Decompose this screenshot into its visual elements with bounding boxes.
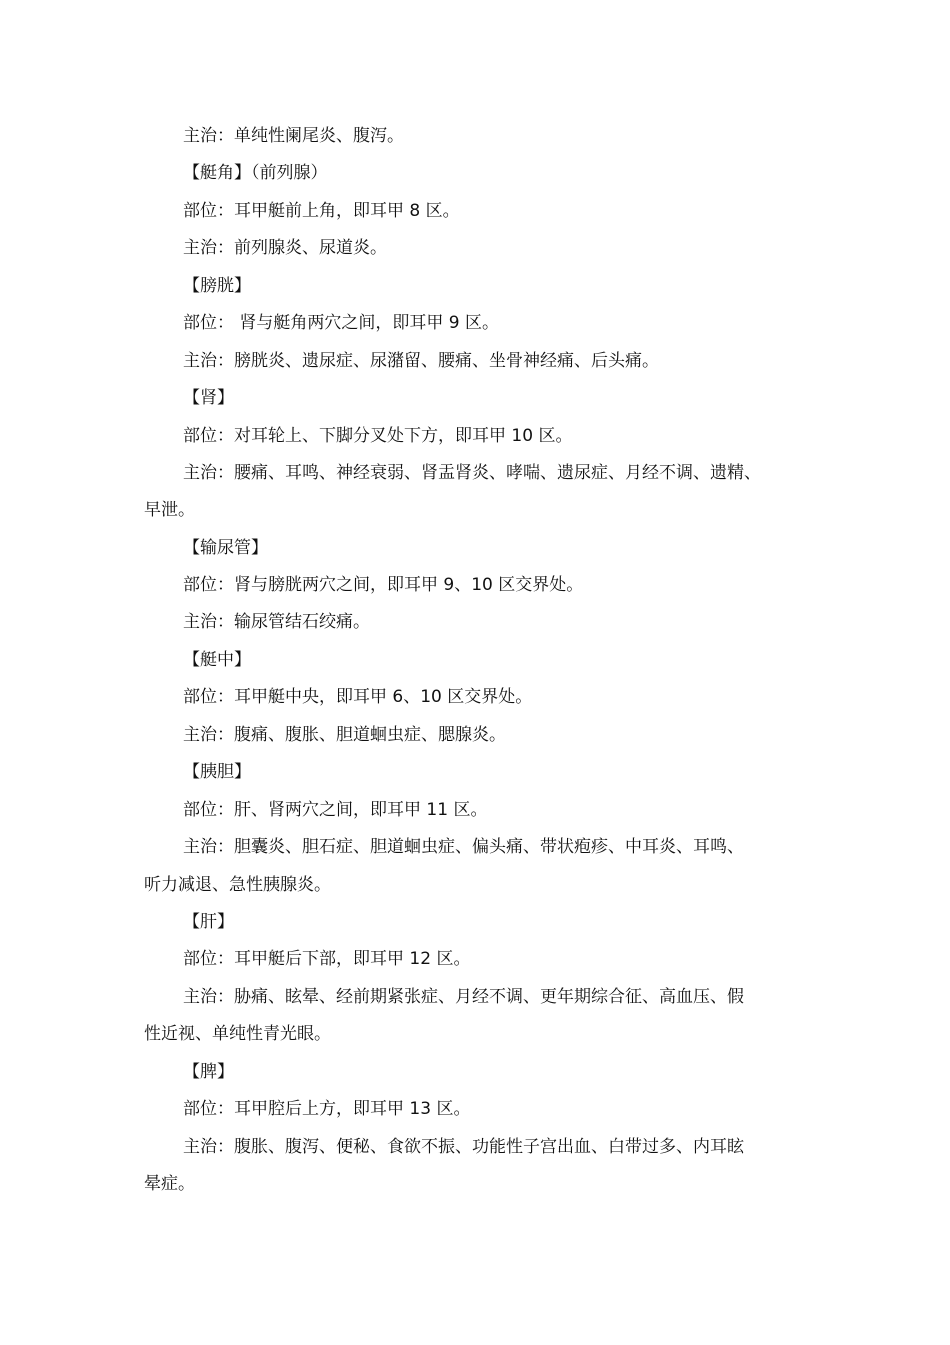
text-line: 【膀胱】 [183, 276, 251, 296]
text-line: 【脾】 [183, 1062, 234, 1082]
text-line: 主治：前列腺炎、尿道炎。 [183, 238, 387, 258]
text-line: 部位：对耳轮上、下脚分叉处下方，即耳甲 10 区。 [183, 426, 573, 446]
text-line: 主治：胆囊炎、胆石症、胆道蛔虫症、偏头痛、带状疱疹、中耳炎、耳鸣、 [183, 837, 744, 857]
text-line: 听力减退、急性胰腺炎。 [144, 875, 331, 895]
text-line: 部位：肾与膀胱两穴之间，即耳甲 9、10 区交界处。 [183, 575, 584, 595]
text-line: 主治：胁痛、眩晕、经前期紧张症、月经不调、更年期综合征、高血压、假 [183, 987, 744, 1007]
text-line: 【胰胆】 [183, 762, 251, 782]
text-line: 【肾】 [183, 388, 234, 408]
text-line: 主治：输尿管结石绞痛。 [183, 612, 370, 632]
text-line: 主治：膀胱炎、遗尿症、尿潴留、腰痛、坐骨神经痛、后头痛。 [183, 351, 659, 371]
text-line: 主治：腰痛、耳鸣、神经衰弱、肾盂肾炎、哮喘、遗尿症、月经不调、遗精、 [183, 463, 761, 483]
text-line: 部位：耳甲艇后下部，即耳甲 12 区。 [183, 949, 471, 969]
text-line: 部位： 肾与艇角两穴之间，即耳甲 9 区。 [183, 313, 500, 333]
text-line: 部位：耳甲腔后上方，即耳甲 13 区。 [183, 1099, 471, 1119]
text-line: 【艇中】 [183, 650, 251, 670]
text-line: 晕症。 [144, 1174, 195, 1194]
text-line: 【输尿管】 [183, 538, 268, 558]
text-line: 主治：腹胀、腹泻、便秘、食欲不振、功能性子宫出血、白带过多、内耳眩 [183, 1137, 744, 1157]
text-line: 【肝】 [183, 912, 234, 932]
text-line: 【艇角】（前列腺） [183, 163, 328, 183]
text-line: 部位：肝、肾两穴之间，即耳甲 11 区。 [183, 800, 488, 820]
text-line: 主治：腹痛、腹胀、胆道蛔虫症、腮腺炎。 [183, 725, 506, 745]
text-line: 早泄。 [144, 500, 195, 520]
text-line: 性近视、单纯性青光眼。 [144, 1024, 331, 1044]
text-line: 部位：耳甲艇中央，即耳甲 6、10 区交界处。 [183, 687, 533, 707]
text-line: 部位：耳甲艇前上角，即耳甲 8 区。 [183, 201, 460, 221]
text-line: 主治：单纯性阑尾炎、腹泻。 [183, 126, 404, 146]
